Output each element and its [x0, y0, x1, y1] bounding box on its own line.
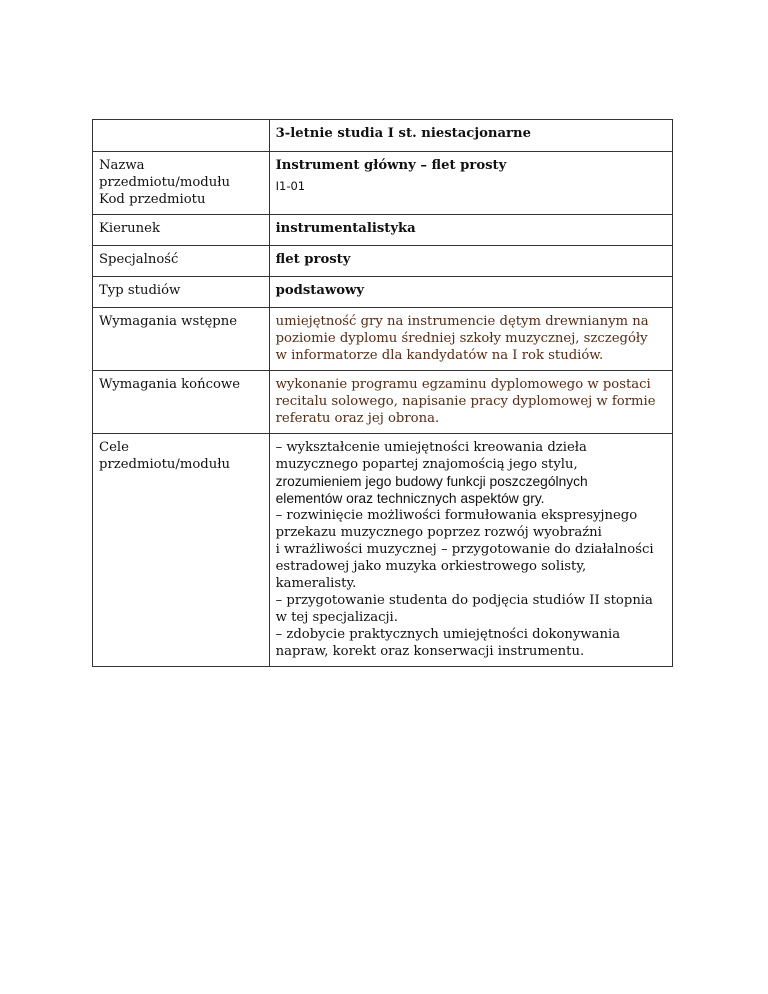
entry-requirements-label: Wymagania wstępne	[93, 308, 270, 371]
subject-value-cell	[269, 152, 672, 215]
subject-label-line: Kod przedmiotu	[99, 192, 206, 207]
final-requirements-line: wykonanie programu egzaminu dyplomowego w postaci	[275, 377, 651, 392]
direction-value: instrumentalistyka	[269, 215, 672, 246]
goals-line: – przygotowanie studenta do podjęcia studiów II stopnia	[275, 593, 653, 608]
table-row-header	[93, 120, 673, 152]
table-row-direction	[93, 215, 673, 246]
entry-requirements-line: umiejętność gry na instrumencie dętym drewnianym na	[275, 314, 649, 329]
subject-code: I1-01	[275, 179, 306, 193]
goals-line: i wrażliwości muzycznej – przygotowanie do działalności	[275, 542, 654, 557]
entry-requirements-value	[269, 308, 672, 371]
goals-line: kameralisty.	[275, 576, 357, 591]
goals-line: muzycznego popartej znajomością jego stylu,	[275, 457, 578, 472]
subject-label-line: Nazwa	[99, 158, 145, 173]
final-requirements-line: recitalu solowego, napisanie pracy dyplomowej w formie	[275, 394, 656, 409]
study-program-title: 3-letnie studia I st. niestacjonarne	[269, 120, 672, 152]
goals-line: estradowej jako muzyka orkiestrowego solisty,	[275, 559, 587, 574]
header-empty-cell	[93, 120, 270, 152]
subject-label-line: przedmiotu/modułu	[99, 175, 230, 190]
goals-line: – wykształcenie umiejętności kreowania dzieła	[275, 440, 587, 455]
goals-line: – zdobycie praktycznych umiejętności dokonywania	[275, 627, 621, 642]
entry-requirements-line: poziomie dyplomu średniej szkoły muzycznej, szczegóły	[275, 331, 648, 346]
goals-line: – rozwinięcie możliwości formułowania ekspresyjnego	[275, 508, 638, 523]
course-info-table	[92, 119, 673, 667]
study-type-value: podstawowy	[269, 277, 672, 308]
table-row-entry-requirements	[93, 308, 673, 371]
goals-line: elementów oraz technicznych aspektów gry.	[275, 491, 545, 506]
direction-label: Kierunek	[93, 215, 270, 246]
goals-value	[269, 434, 672, 667]
specialty-label: Specjalność	[93, 246, 270, 277]
subject-name: Instrument główny – flet prosty	[275, 158, 507, 173]
table-row-study-type	[93, 277, 673, 308]
table-row-final-requirements	[93, 371, 673, 434]
subject-label-cell	[93, 152, 270, 215]
goals-label: Cele przedmiotu/modułu	[93, 434, 270, 667]
entry-requirements-line: w informatorze dla kandydatów na I rok studiów.	[275, 348, 604, 363]
table-row-subject	[93, 152, 673, 215]
final-requirements-label: Wymagania końcowe	[93, 371, 270, 434]
table-row-specialty	[93, 246, 673, 277]
goals-line: w tej specjalizacji.	[275, 610, 398, 625]
goals-line: przekazu muzycznego poprzez rozwój wyobraźni	[275, 525, 602, 540]
table-row-goals	[93, 434, 673, 667]
final-requirements-line: referatu oraz jej obrona.	[275, 411, 440, 426]
study-type-label: Typ studiów	[93, 277, 270, 308]
goals-line: zrozumieniem jego budowy funkcji poszczególnych	[275, 474, 588, 489]
final-requirements-value	[269, 371, 672, 434]
goals-line: napraw, korekt oraz konserwacji instrumentu.	[275, 644, 585, 659]
specialty-value: flet prosty	[269, 246, 672, 277]
